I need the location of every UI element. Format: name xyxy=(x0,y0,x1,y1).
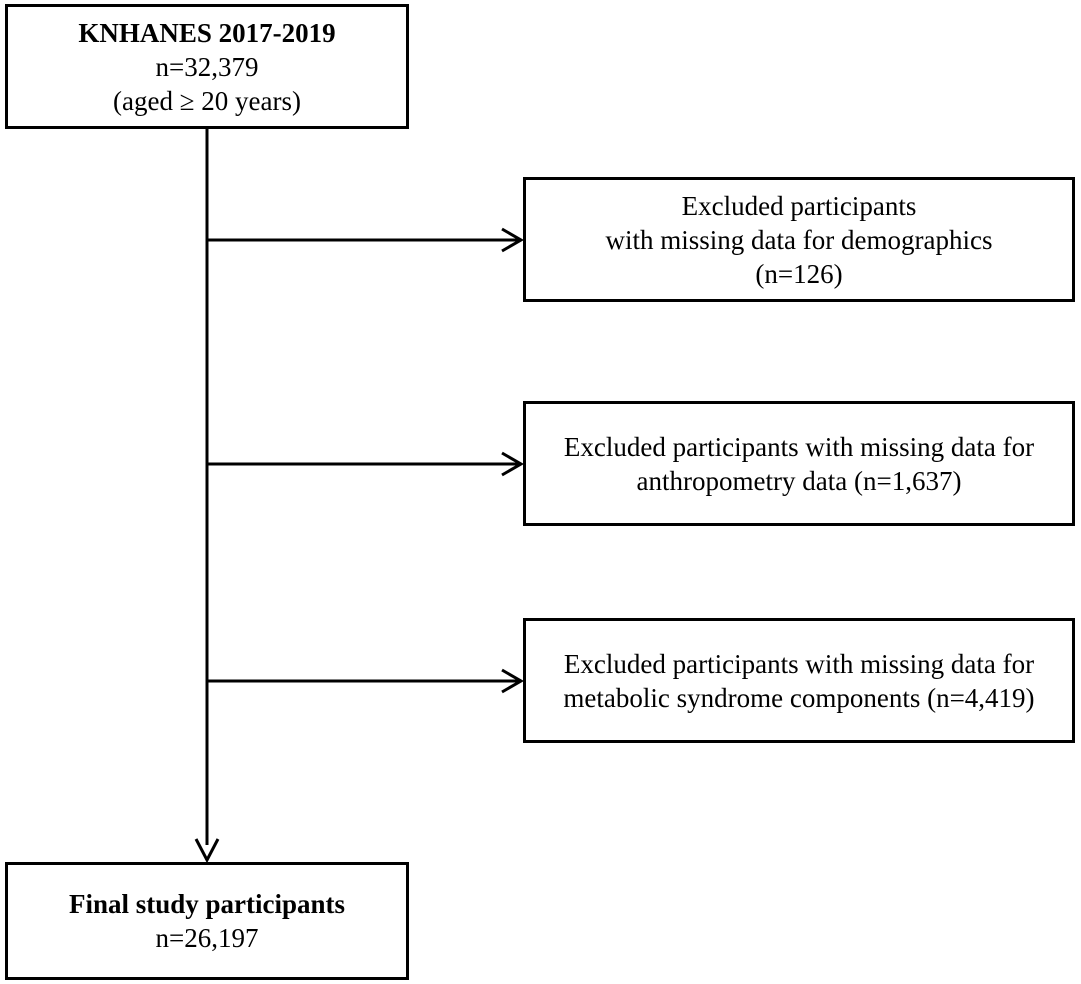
source-title: KNHANES 2017-2019 xyxy=(78,17,336,48)
source-criteria: (aged ≥ 20 years) xyxy=(113,85,301,116)
exclusion-box-demographics xyxy=(523,177,1075,302)
exclusion-box-anthropometry xyxy=(523,401,1075,526)
exclusion-3-line-2: metabolic syndrome components (n=4,419) xyxy=(563,682,1035,713)
exclusion-1-line-2: with missing data for demographics xyxy=(605,224,993,255)
exclusion-1-line-1: Excluded participants xyxy=(681,190,917,221)
exclusion-2-line-2: anthropometry data (n=1,637) xyxy=(636,465,962,496)
source-count: n=32,379 xyxy=(155,51,259,82)
final-participants-box xyxy=(5,862,409,980)
final-title: Final study participants xyxy=(68,889,346,919)
exclusion-2-line-1: Excluded participants with missing data for xyxy=(563,431,1035,462)
source-population-box xyxy=(5,4,409,129)
final-count: n=26,197 xyxy=(155,923,259,953)
exclusion-3-line-1: Excluded participants with missing data for xyxy=(563,648,1035,679)
exclusion-1-line-3: (n=126) xyxy=(755,258,843,289)
exclusion-box-metabolic-syndrome xyxy=(523,618,1075,743)
